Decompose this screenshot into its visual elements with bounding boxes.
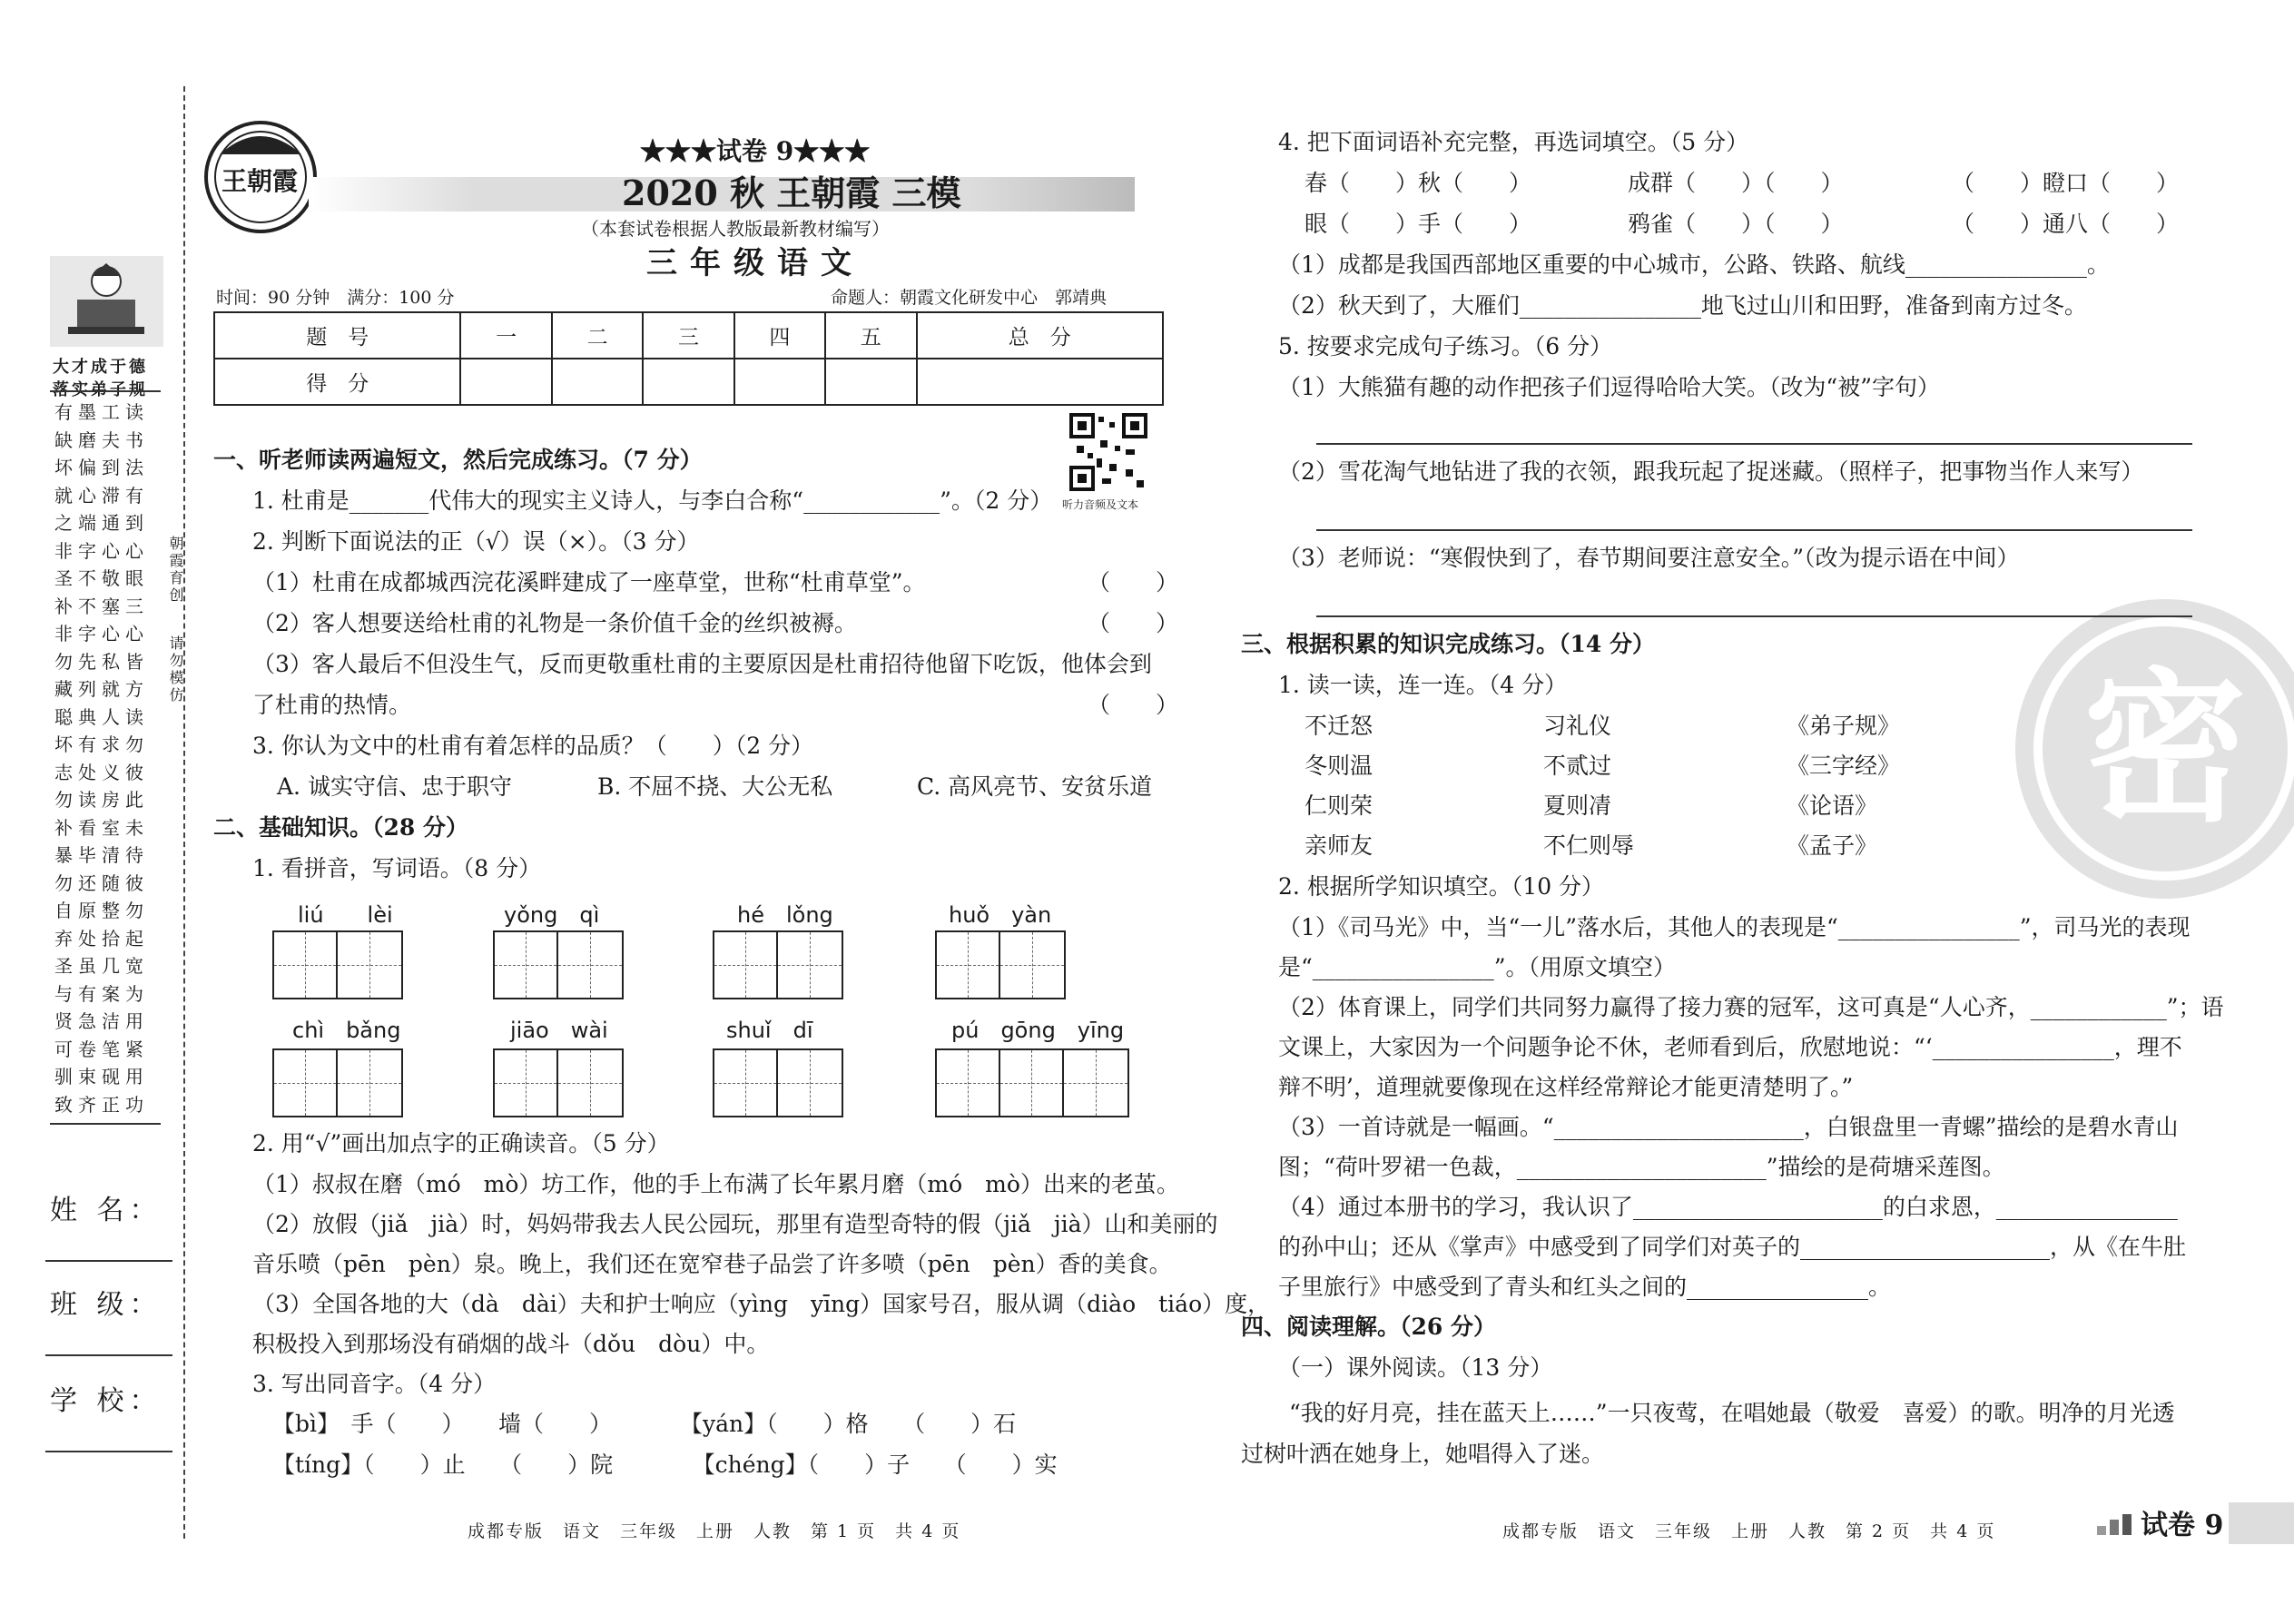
question-6-row-2: 【tíng】（ ）止 （ ）院 【chéng】（ ）子 （ ）实 xyxy=(272,1452,1058,1478)
exam-title: 2020 秋 王朝霞 三模 xyxy=(622,172,961,213)
match-item[interactable]: 亲师友 xyxy=(1305,832,1373,859)
maxim-line: 致齐正功 xyxy=(54,1093,149,1116)
pinyin-label: shuǐ dī xyxy=(726,1018,813,1043)
binding-line xyxy=(183,86,185,1539)
idiom-blank[interactable]: 成群（ ）（ ） xyxy=(1628,170,1844,196)
score-input-cell[interactable] xyxy=(552,359,643,405)
maxim-line: 有墨工读 xyxy=(54,401,149,423)
exam-subtitle: （本套试卷根据人教版最新教材编写） xyxy=(581,218,890,240)
reading-subtitle: （一）课外阅读。（13 分） xyxy=(1278,1354,1553,1381)
tianzige-box[interactable] xyxy=(935,1048,1129,1117)
score-cell: 三 xyxy=(643,312,733,359)
match-item[interactable]: 《三字经》 xyxy=(1787,753,1901,779)
maxim-line: 缺磨夫书 xyxy=(54,428,149,451)
question-2-1: （1）杜甫在成都城西浣花溪畔建成了一座草堂，世称“杜甫草堂”。 xyxy=(252,569,926,595)
question-1: 1. 杜甫是_______代伟大的现实主义诗人，与李白合称“____________”。（2 分） xyxy=(252,487,1053,514)
question-2-3: （3）客人最后不但没生气，反而更敬重杜甫的主要原因是杜甫招待他留下吃饭，他体会到 xyxy=(252,651,1152,677)
score-cell: 题 号 xyxy=(214,312,460,359)
idiom-blank[interactable]: （ ）通八（ ） xyxy=(1952,211,2180,237)
maxim-line: 圣虽几宽 xyxy=(54,955,149,977)
idiom-blank[interactable]: 眼（ ）手（ ） xyxy=(1305,211,1532,237)
pinyin-label: yǒng qì xyxy=(504,902,600,928)
question-10-2-cont: 文课上，大家因为一个问题争论不休，老师看到后，欣慰地说：“‘________________，理不 xyxy=(1278,1034,2182,1060)
maxim-line: 就心滞有 xyxy=(54,484,149,507)
answer-line[interactable] xyxy=(1316,529,2192,531)
question-7-1: （1）成都是我国西部地区重要的中心城市，公路、铁路、航线________________。 xyxy=(1278,251,2110,278)
reading-paragraph-2: 过树叶洒在她身上，她唱得入了迷。 xyxy=(1241,1441,1605,1467)
author-info: 命题人：朝霞文化研发中心 郭靖典 xyxy=(831,288,1108,308)
match-item[interactable]: 不仁则辱 xyxy=(1543,832,1635,859)
logo-text: 王朝霞 xyxy=(222,166,299,196)
question-9: 1. 读一读，连一连。（4 分） xyxy=(1278,672,1568,698)
question-5-2-cont: 音乐喷（pēn pèn）泉。晚上，我们还在宽窄巷子品尝了许多喷（pēn pèn）香的美食。 xyxy=(252,1251,1172,1277)
question-2-2: （2）客人想要送给杜甫的礼物是一条价值千金的丝织被褥。 xyxy=(252,610,857,636)
maxim-line: 坏有求勿 xyxy=(54,733,149,755)
maxim-line: 驯束砚用 xyxy=(54,1066,149,1088)
maxim-line: 与有案为 xyxy=(54,982,149,1005)
maxim-line: 贤急洁用 xyxy=(54,1010,149,1032)
question-10-2: （2）体育课上，同学们共同努力赢得了接力赛的冠军，这可真是“人心齐，____________”；语 xyxy=(1278,994,2224,1020)
score-cell: 一 xyxy=(460,312,551,359)
score-cell: 四 xyxy=(734,312,825,359)
idiom-blank[interactable]: 春（ ）秋（ ） xyxy=(1305,170,1532,196)
question-10-1: （1）《司马光》中，当“一儿”落水后，其他人的表现是“________________”，司马光的表现 xyxy=(1278,914,2191,940)
option-c[interactable]: C. 高风亮节、安贫乐道 xyxy=(917,773,1153,800)
question-2-3-cont: 了杜甫的热情。 xyxy=(252,692,412,718)
tianzige-box[interactable] xyxy=(935,930,1066,999)
side-vertical-text-2: 请勿模仿 xyxy=(167,635,184,704)
maxim-line: 之端通到 xyxy=(54,512,149,534)
class-label: 班 级： xyxy=(50,1289,162,1321)
question-8-3: （3）老师说：“寒假快到了，春节期间要注意安全。”（改为提示语在中间） xyxy=(1278,545,2020,571)
maxim-line: 补看室未 xyxy=(54,816,149,839)
maxim-line: 勿还随彼 xyxy=(54,871,149,894)
pinyin-label: jiāo wài xyxy=(510,1018,608,1043)
match-item[interactable]: 习礼仪 xyxy=(1543,713,1612,739)
score-cell: 总 分 xyxy=(917,312,1164,359)
tianzige-box[interactable] xyxy=(493,930,624,999)
score-table-score-row xyxy=(214,359,1163,405)
answer-line[interactable] xyxy=(1316,443,2192,445)
section-2-title: 二、基础知识。（28 分） xyxy=(213,814,468,841)
question-8-2: （2）雪花淘气地钻进了我的衣领，跟我玩起了捉迷藏。（照样子，把事物当作人来写） xyxy=(1278,458,2144,485)
tianzige-box[interactable] xyxy=(713,1048,843,1117)
match-item[interactable]: 不迁怒 xyxy=(1305,713,1373,739)
score-input-cell[interactable] xyxy=(643,359,733,405)
question-5: 2. 用“√”画出加点字的正确读音。（5 分） xyxy=(252,1130,670,1156)
mascot-figure xyxy=(50,256,163,347)
match-item[interactable]: 《论语》 xyxy=(1787,792,1878,819)
subject-title: 三年级语文 xyxy=(646,245,864,281)
answer-paren[interactable]: （ ） xyxy=(1088,692,1179,718)
class-line[interactable] xyxy=(45,1354,172,1356)
qr-caption: 听力音频及文本 xyxy=(1062,498,1139,511)
match-item[interactable]: 仁则荣 xyxy=(1305,792,1373,819)
question-10-3-cont: 图；“荷叶罗裙一色裁，______________________”描绘的是荷塘采莲图。 xyxy=(1278,1154,2005,1180)
pinyin-label: pú gōng yīng xyxy=(951,1018,1125,1043)
question-6: 3. 写出同音字。（4 分） xyxy=(252,1371,497,1397)
question-10: 2. 根据所学知识填空。（10 分） xyxy=(1278,873,1605,900)
question-7: 4. 把下面词语补充完整，再选词填空。（5 分） xyxy=(1278,129,1749,155)
maxim-line: 志处义彼 xyxy=(54,761,149,783)
question-10-4-cont: 的孙中山；还从《掌声》中感受到了同学们对英子的______________________，从《在牛肚 xyxy=(1278,1234,2187,1260)
qr-code[interactable] xyxy=(1069,413,1147,491)
name-label: 姓 名： xyxy=(50,1195,162,1226)
question-8: 5. 按要求完成句子练习。（6 分） xyxy=(1278,333,1613,359)
maxim-line: 非字心心 xyxy=(54,539,149,562)
score-cell: 二 xyxy=(552,312,643,359)
question-5-2: （2）放假（jiǎ jià）时，妈妈带我去人民公园玩，那里有造型奇特的假（jiǎ jià）山和美丽的 xyxy=(252,1211,1218,1237)
question-3: 3. 你认为文中的杜甫有着怎样的品质？（ ）（2 分） xyxy=(252,733,814,759)
section-1-title: 一、听老师读两遍短文，然后完成练习。（7 分） xyxy=(213,447,703,473)
maxim-line: 聪典人读 xyxy=(54,705,149,728)
maxim-line: 可卷笔紧 xyxy=(54,1038,149,1060)
score-input-cell[interactable] xyxy=(460,359,551,405)
side-vertical-text-1: 朝霞育创 xyxy=(167,536,184,605)
brand-logo xyxy=(202,118,320,236)
stamp-char: 密 xyxy=(2083,653,2248,844)
maxim-line: 弃处拾起 xyxy=(54,927,149,950)
question-10-4-end: 子里旅行》中感受到了青头和红头之间的________________。 xyxy=(1278,1274,1892,1300)
idiom-blank[interactable]: 鸦雀（ ）（ ） xyxy=(1628,211,1844,237)
tianzige-box[interactable] xyxy=(272,1048,403,1117)
answer-paren[interactable]: （ ） xyxy=(1088,569,1179,595)
corner-tab xyxy=(2229,1502,2294,1544)
page-2-footer: 成都专版 语文 三年级 上册 人教 第 2 页 共 4 页 xyxy=(1502,1521,1996,1541)
match-item[interactable]: 《弟子规》 xyxy=(1787,713,1901,739)
score-cell: 得 分 xyxy=(214,359,460,405)
question-10-2-end: 辩不明’，道理就要像现在这样经常辩论才能更清楚明了。” xyxy=(1278,1074,1854,1100)
pinyin-label: hé lǒng xyxy=(737,902,833,928)
maxim-line: 勿先私皆 xyxy=(54,650,149,673)
motto-line-2: 落实弟子规 xyxy=(53,380,148,399)
answer-line[interactable] xyxy=(1316,615,2192,617)
idiom-blank[interactable]: （ ）瞪口（ ） xyxy=(1952,170,2180,196)
question-7-2: （2）秋天到了，大雁们________________地飞过山川和田野，准备到南方过冬。 xyxy=(1278,292,2087,319)
section-4-title: 四、阅读理解。（26 分） xyxy=(1241,1314,1496,1340)
reading-paragraph-1: “我的好月亮，挂在蓝天上……”一只夜莺，在唱她最（敬爱 喜爱）的歌。明净的月光透 xyxy=(1289,1400,2175,1426)
score-table xyxy=(213,311,1164,406)
question-6-row-1: 【bì】 手（ ） 墙（ ） 【yán】（ ）格 （ ）石 xyxy=(272,1411,1017,1437)
pinyin-label: liú lèi xyxy=(298,902,393,928)
match-item[interactable]: 冬则温 xyxy=(1305,753,1373,779)
maxim-line: 暴毕清待 xyxy=(54,844,149,866)
school-line[interactable] xyxy=(45,1451,172,1452)
tianzige-box[interactable] xyxy=(713,930,843,999)
question-8-1: （1）大熊猫有趣的动作把孩子们逗得哈哈大笑。（改为“被”字句） xyxy=(1278,374,1940,400)
score-cell: 五 xyxy=(825,312,916,359)
maxim-line: 非字心心 xyxy=(54,623,149,645)
score-input-cell[interactable] xyxy=(734,359,825,405)
maxim-line: 勿读房此 xyxy=(54,789,149,811)
time-score-info: 时间：90 分钟 满分：100 分 xyxy=(216,288,455,308)
score-table-header-row xyxy=(214,312,1163,359)
section-3-title: 三、根据积累的知识完成练习。（14 分） xyxy=(1241,631,1655,657)
pinyin-label: chì bǎng xyxy=(292,1018,401,1043)
motto-line-1: 大才成于德 xyxy=(53,358,148,377)
question-10-4: （4）通过本册书的学习，我认识了______________________的白求恩，________________ xyxy=(1278,1194,2178,1220)
question-4: 1. 看拼音，写词语。（8 分） xyxy=(252,855,542,881)
maxim-line: 坏偏到法 xyxy=(54,457,149,478)
corner-paper-label: 试卷 9 xyxy=(2141,1510,2224,1541)
paper-number: ★★★试卷 9★★★ xyxy=(640,136,871,166)
answer-paren[interactable]: （ ） xyxy=(1088,610,1179,636)
corner-deco xyxy=(2097,1512,2133,1540)
score-input-cell[interactable] xyxy=(825,359,916,405)
question-2: 2. 判断下面说法的正（√）误（×）。（3 分） xyxy=(252,528,700,555)
maxim-line: 补不塞三 xyxy=(54,595,149,617)
match-item[interactable]: 夏则凊 xyxy=(1543,792,1612,819)
option-b[interactable]: B. 不屈不挠、大公无私 xyxy=(597,773,833,800)
maxim-line: 圣不敬眼 xyxy=(54,567,149,589)
question-10-3: （3）一首诗就是一幅画。“______________________，白银盘里一青螺”描绘的是碧水青山 xyxy=(1278,1114,2179,1140)
maxim-line: 藏列就方 xyxy=(54,678,149,700)
score-input-cell[interactable] xyxy=(917,359,1164,405)
question-5-3-cont: 积极投入到那场没有硝烟的战斗（dǒu dòu）中。 xyxy=(252,1331,770,1357)
match-item[interactable]: 《孟子》 xyxy=(1787,832,1878,859)
question-10-1-cont: 是“________________”。（用原文填空） xyxy=(1278,954,1677,980)
question-5-1: （1）叔叔在磨（mó mò）坊工作，他的手上布满了长年累月磨（mó mò）出来的老茧。 xyxy=(252,1171,1179,1197)
school-label: 学 校： xyxy=(50,1385,162,1417)
tianzige-box[interactable] xyxy=(272,930,403,999)
maxim-line: 自原整勿 xyxy=(54,900,149,921)
name-line[interactable] xyxy=(45,1260,172,1262)
match-item[interactable]: 不贰过 xyxy=(1543,753,1612,779)
tianzige-box[interactable] xyxy=(493,1048,624,1117)
pinyin-label: huǒ yàn xyxy=(949,902,1052,928)
secret-stamp xyxy=(2011,595,2294,903)
option-a[interactable]: A. 诚实守信、忠于职守 xyxy=(277,773,512,800)
question-5-3: （3）全国各地的大（dà dài）夫和护士响应（yìng yīng）国家号召，服从调（diào tiáo）度， xyxy=(252,1291,1271,1317)
page-1-footer: 成都专版 语文 三年级 上册 人教 第 1 页 共 4 页 xyxy=(468,1521,961,1541)
